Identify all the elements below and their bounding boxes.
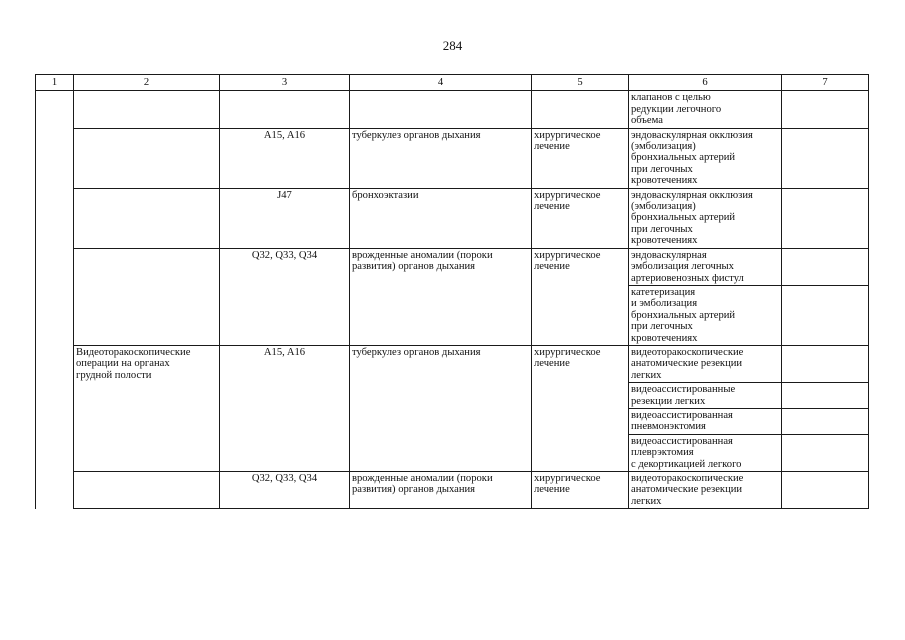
section-cell <box>74 91 220 128</box>
header-cell-3: 3 <box>220 75 350 91</box>
section-cell: Видеоторакоскопические операции на органах грудной полости <box>74 345 220 471</box>
column-7-cell <box>782 91 869 128</box>
method-cell: эндоваскулярная эмболизация легочных артериовенозных фистул <box>629 248 782 285</box>
header-cell-2: 2 <box>74 75 220 91</box>
header-cell-1: 1 <box>36 75 74 91</box>
column-7-cell <box>782 248 869 285</box>
method-cell: клапанов с целью редукции легочного объема <box>629 91 782 128</box>
column-7-cell <box>782 408 869 434</box>
treatment-type-cell: хирургическое лечение <box>532 188 629 248</box>
diagnosis-code-cell: A15, A16 <box>220 345 350 471</box>
header-cell-6: 6 <box>629 75 782 91</box>
section-cell <box>74 128 220 188</box>
method-cell: эндоваскулярная окклюзия (эмболизация) бронхиальных артерий при легочных кровотечениях <box>629 188 782 248</box>
treatment-type-cell: хирургическое лечение <box>532 248 629 345</box>
table-row <box>36 188 869 248</box>
header-cell-4: 4 <box>350 75 532 91</box>
condition-cell: врожденные аномалии (пороки развития) органов дыхания <box>350 472 532 509</box>
treatment-type-cell: хирургическое лечение <box>532 472 629 509</box>
condition-cell: бронхоэктазии <box>350 188 532 248</box>
header-cell-5: 5 <box>532 75 629 91</box>
method-cell: видеоторакоскопические анатомические резекции легких <box>629 345 782 382</box>
table-row <box>36 248 869 285</box>
diagnosis-code-cell <box>220 91 350 128</box>
section-cell <box>74 472 220 509</box>
section-cell <box>74 188 220 248</box>
treatment-type-cell: хирургическое лечение <box>532 345 629 471</box>
condition-cell: туберкулез органов дыхания <box>350 345 532 471</box>
section-cell <box>74 248 220 345</box>
method-cell: эндоваскулярная окклюзия (эмболизация) бронхиальных артерий при легочных кровотечениях <box>629 128 782 188</box>
page-number: 284 <box>442 38 463 53</box>
column-7-cell <box>782 285 869 345</box>
medical-procedures-table <box>35 74 869 509</box>
table-row <box>36 472 869 509</box>
column-7-cell <box>782 188 869 248</box>
method-cell: видеоторакоскопические анатомические резекции легких <box>629 472 782 509</box>
column-7-cell <box>782 345 869 382</box>
header-cell-7: 7 <box>782 75 869 91</box>
table-row <box>36 91 869 128</box>
table-body <box>36 75 869 509</box>
table-header-row <box>36 75 869 91</box>
condition-cell: туберкулез органов дыхания <box>350 128 532 188</box>
table-row <box>36 345 869 382</box>
column-7-cell <box>782 383 869 409</box>
column-7-cell <box>782 434 869 471</box>
diagnosis-code-cell: J47 <box>220 188 350 248</box>
treatment-type-cell <box>532 91 629 128</box>
diagnosis-code-cell: Q32, Q33, Q34 <box>220 472 350 509</box>
diagnosis-code-cell: Q32, Q33, Q34 <box>220 248 350 345</box>
method-cell: видеоассистированная плеврэктомия с декортикацией легкого <box>629 434 782 471</box>
condition-cell: врожденные аномалии (пороки развития) органов дыхания <box>350 248 532 345</box>
diagnosis-code-cell: A15, A16 <box>220 128 350 188</box>
column-7-cell <box>782 128 869 188</box>
treatment-type-cell: хирургическое лечение <box>532 128 629 188</box>
method-cell: видеоассистированные резекции легких <box>629 383 782 409</box>
column-1-cell <box>36 91 74 509</box>
table-row <box>36 128 869 188</box>
condition-cell <box>350 91 532 128</box>
column-7-cell <box>782 472 869 509</box>
method-cell: катетеризация и эмболизация бронхиальных артерий при легочных кровотечениях <box>629 285 782 345</box>
method-cell: видеоассистированная пневмонэктомия <box>629 408 782 434</box>
